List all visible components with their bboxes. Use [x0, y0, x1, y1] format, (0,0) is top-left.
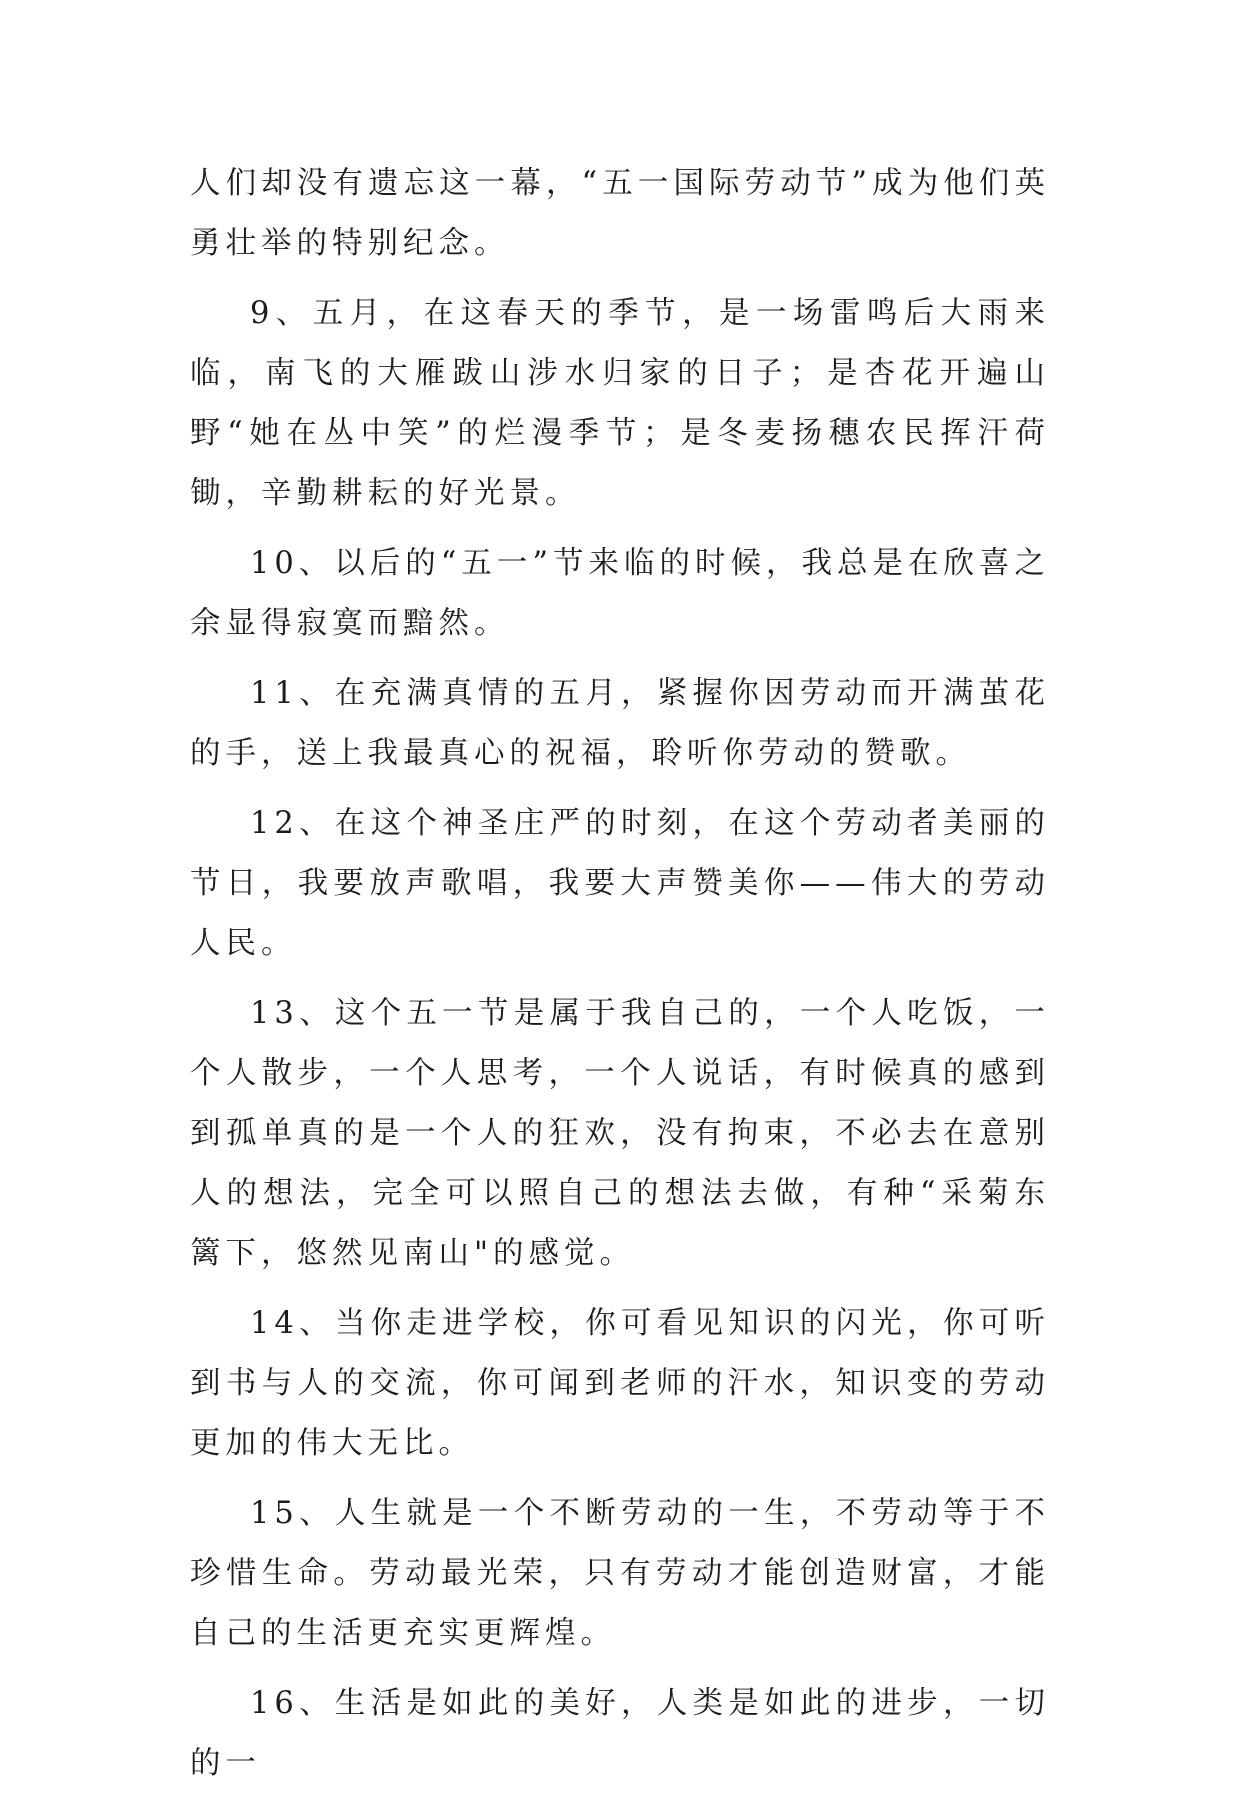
document-body [190, 154, 1050, 1804]
paragraph-item-11: 11、在充满真情的五月，紧握你因劳动而开满茧花的手，送上我最真心的祝福，聆听你劳动的赞歌。 [190, 676, 1050, 771]
paragraph-item-12: 12、在这个神圣庄严的时刻，在这个劳动者美丽的节日，我要放声歌唱，我要大声赞美你——伟大的劳动人民。 [190, 806, 1050, 961]
paragraph-continuation: 人们却没有遗忘这一幕，“五一国际劳动节”成为他们英勇壮举的特别纪念。 [190, 166, 1050, 261]
paragraph-item-15: 15、人生就是一个不断劳动的一生，不劳动等于不珍惜生命。劳动最光荣，只有劳动才能创造财富，才能自己的生活更充实更辉煌。 [190, 1496, 1050, 1651]
paragraph-item-9: 9、五月，在这春天的季节，是一场雷鸣后大雨来临，南飞的大雁跋山涉水归家的日子；是杏花开遍山野“她在丛中笑”的烂漫季节；是冬麦扬穗农民挥汗荷锄，辛勤耕耘的好光景。 [190, 296, 1050, 511]
paragraph-item-14: 14、当你走进学校，你可看见知识的闪光，你可听到书与人的交流，你可闻到老师的汗水，知识变的劳动更加的伟大无比。 [190, 1306, 1050, 1461]
paragraph-item-16: 16、生活是如此的美好，人类是如此的进步，一切的一 [190, 1686, 1050, 1781]
paragraph-item-13: 13、这个五一节是属于我自己的，一个人吃饭，一个人散步，一个人思考，一个人说话，有时候真的感到到孤单真的是一个人的狂欢，没有拘束，不必去在意别人的想法，完全可以照自己的想法去做，有种“采菊东篱下，悠然见南山"的感觉。 [190, 996, 1050, 1271]
paragraph-item-10: 10、以后的“五一”节来临的时候，我总是在欣喜之余显得寂寞而黯然。 [190, 546, 1050, 641]
